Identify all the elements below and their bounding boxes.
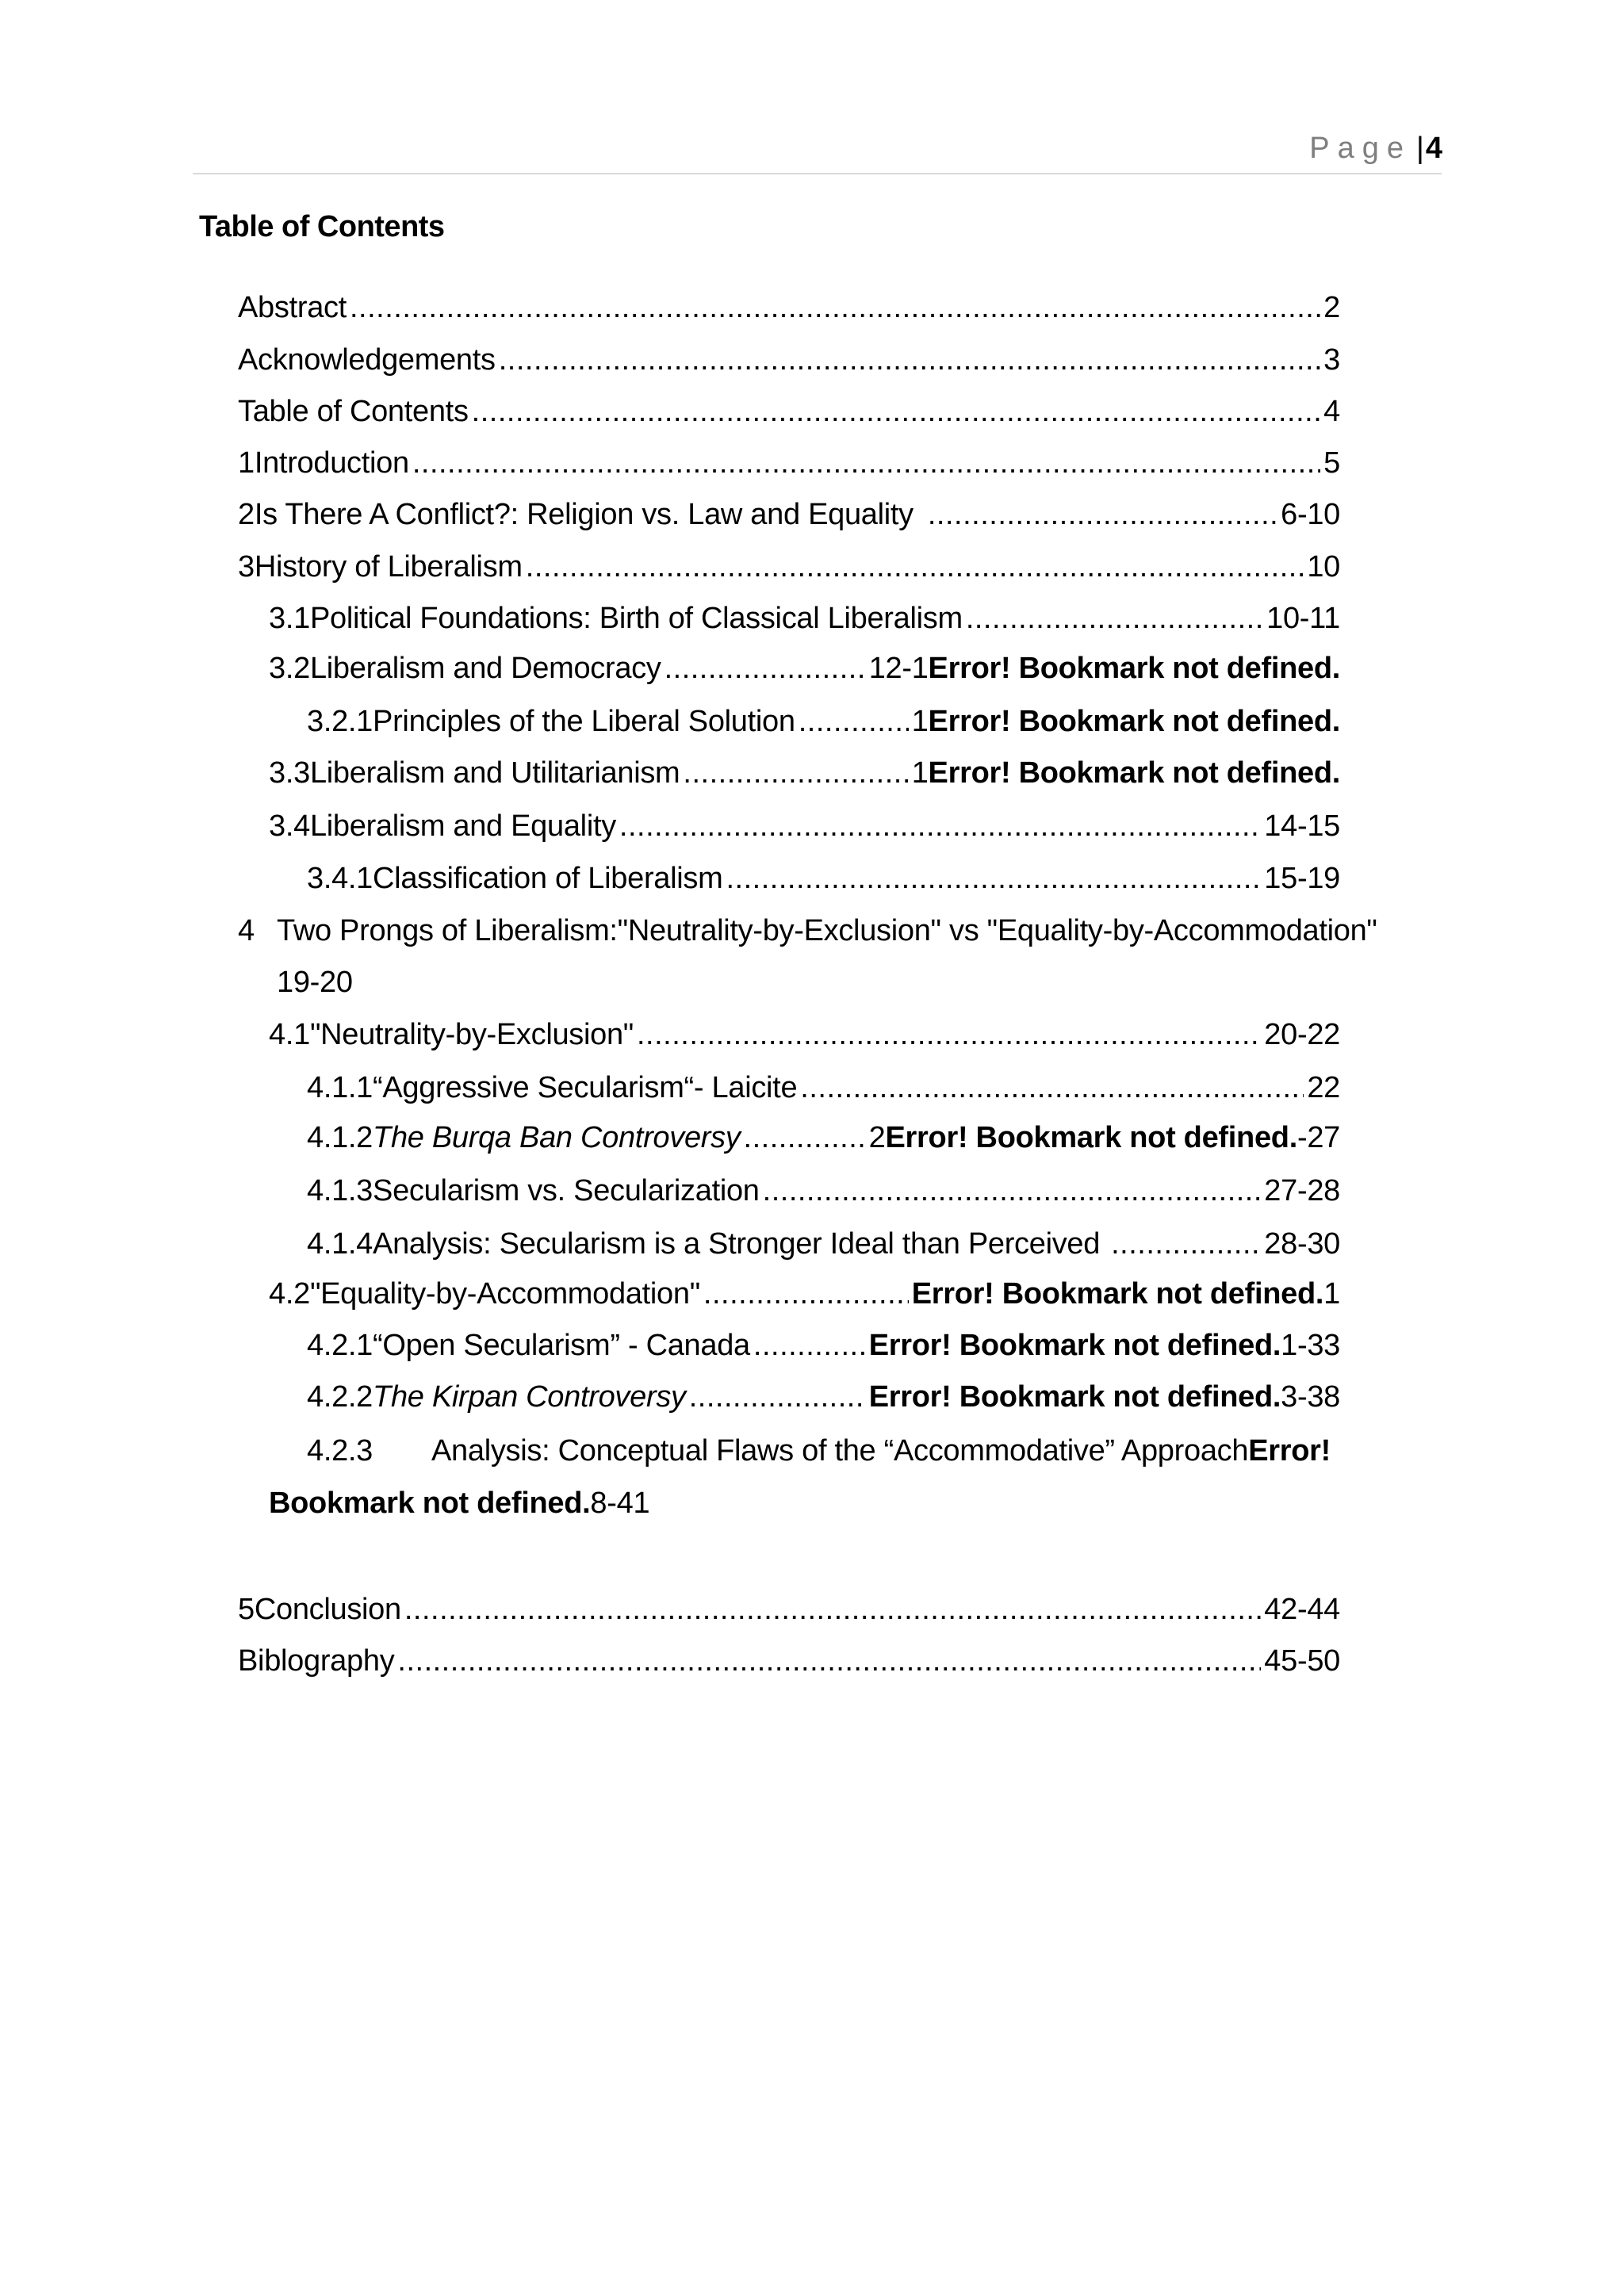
- toc-entry-number: 3.4.1: [307, 862, 373, 895]
- toc-entry-title: Is There A Conflict?: Religion vs. Law and Equality: [254, 498, 914, 531]
- bookmark-error: Error!: [1248, 1434, 1331, 1468]
- toc-entry[interactable]: [238, 342, 1340, 377]
- bookmark-error: Error! Bookmark not defined.: [928, 705, 1340, 738]
- toc-entry[interactable]: [269, 756, 1340, 790]
- toc-entry-title: Biblography: [238, 1644, 395, 1678]
- toc-entry[interactable]: [238, 290, 1340, 325]
- toc-entry-page: Error! Bookmark not defined.3-38: [868, 1380, 1340, 1414]
- toc-entry-title: Introduction: [254, 446, 409, 480]
- toc-leader: [928, 497, 1277, 532]
- bookmark-error: Bookmark not defined.: [269, 1487, 591, 1520]
- toc-entry-title: Liberalism and Utilitarianism: [309, 756, 680, 790]
- toc-entry-number: 4.2.2: [307, 1380, 373, 1414]
- toc-entry-page: 10-11: [1266, 602, 1340, 635]
- toc-entry-title: Principles of the Liberal Solution: [373, 705, 795, 738]
- bookmark-error: Error! Bookmark not defined.: [928, 652, 1340, 685]
- page-header: [1309, 132, 1442, 166]
- toc-entry-title: “Aggressive Secularism“- Laicite: [373, 1071, 798, 1104]
- toc-entry-number: 4.2: [269, 1277, 310, 1311]
- toc-entry-number: 3: [238, 550, 255, 584]
- toc-entry-title: Conclusion: [254, 1593, 401, 1626]
- toc-entry-title: "Neutrality-by-Exclusion": [309, 1018, 634, 1051]
- bookmark-error: Error! Bookmark not defined.: [911, 1277, 1324, 1311]
- toc-entry-page: 5: [1323, 446, 1340, 480]
- page-separator: |: [1415, 132, 1424, 165]
- toc-entry-title: Liberalism and Democracy: [309, 652, 661, 685]
- toc-entry-page: 42-44: [1264, 1593, 1340, 1626]
- toc-leader: [350, 290, 1320, 325]
- toc-entry[interactable]: [307, 1070, 1340, 1105]
- toc-leader: [966, 601, 1263, 636]
- toc-entry[interactable]: [307, 1173, 1340, 1208]
- toc-entry-title: History of Liberalism: [254, 550, 523, 584]
- toc-entry-page: 3: [1323, 343, 1340, 377]
- toc-entry-number: 2: [238, 498, 255, 531]
- toc-entry[interactable]: [238, 394, 1340, 429]
- toc-entry-title: Two Prongs of Liberalism:"Neutrality-by-Exclusion" vs "Equality-by-Accommodation": [277, 914, 1377, 947]
- toc-entry-title: Analysis: Conceptual Flaws of the “Accommodative” Approach: [431, 1434, 1249, 1468]
- toc-entry-page: 4: [1323, 395, 1340, 428]
- toc-entry-page: 8-41: [590, 1487, 650, 1520]
- toc-entry[interactable]: [238, 446, 1340, 480]
- page-label: Page: [1309, 132, 1411, 165]
- toc-entry-page: 22: [1307, 1071, 1340, 1104]
- toc-entry-page: 6-10: [1281, 498, 1340, 531]
- header-divider: [193, 173, 1442, 174]
- toc-leader: [753, 1328, 866, 1363]
- toc-entry[interactable]: [307, 1120, 1340, 1155]
- toc-entry-number: 3.1: [269, 602, 310, 635]
- toc-leader: [1111, 1226, 1261, 1261]
- toc-entry-title: "Equality-by-Accommodation": [309, 1277, 700, 1311]
- toc-entry-number: 3.4: [269, 809, 310, 843]
- toc-entry-page: 27-28: [1264, 1174, 1340, 1207]
- toc-entry-page: 15-19: [1264, 862, 1340, 895]
- toc-entry-page: Error! Bookmark not defined.1-33: [868, 1329, 1340, 1362]
- toc-entry-page: 28-30: [1264, 1227, 1340, 1261]
- toc-entry[interactable]: [238, 1644, 1340, 1678]
- toc-leader: [703, 1276, 909, 1311]
- toc-entry-title: Political Foundations: Birth of Classical Liberalism: [309, 602, 963, 635]
- toc-entry-number: 4: [238, 914, 255, 947]
- toc-leader: [800, 1070, 1304, 1105]
- toc-entry-number: 5: [238, 1593, 255, 1626]
- toc-leader: [397, 1644, 1261, 1678]
- toc-entry[interactable]: [307, 1380, 1340, 1414]
- toc-entry-page: Error! Bookmark not defined.1: [911, 1277, 1340, 1311]
- toc-entry-number: 4.2.3: [307, 1434, 373, 1468]
- toc-entry[interactable]: [238, 913, 1377, 948]
- toc-entry[interactable]: [269, 651, 1340, 686]
- toc-leader: [526, 549, 1304, 584]
- toc-entry-page: 1Error! Bookmark not defined.: [911, 756, 1340, 790]
- toc-entry-page: 2Error! Bookmark not defined.-27: [868, 1121, 1340, 1154]
- toc-entry-continuation: [269, 1486, 649, 1521]
- toc-entry[interactable]: [307, 1226, 1340, 1261]
- toc-entry-page: 19-20: [277, 966, 353, 999]
- toc-entry-page: 12-1Error! Bookmark not defined.: [868, 652, 1340, 685]
- toc-entry-title: Analysis: Secularism is a Stronger Ideal than Perceived: [373, 1227, 1101, 1261]
- toc-entry-number: 4.1.1: [307, 1071, 373, 1104]
- toc-leader: [744, 1120, 866, 1155]
- toc-entry-page: 45-50: [1264, 1644, 1340, 1678]
- toc-leader: [683, 756, 908, 790]
- toc-entry[interactable]: [238, 1592, 1340, 1627]
- toc-leader: [499, 342, 1320, 377]
- toc-entry-page: 2: [1323, 291, 1340, 324]
- toc-entry-title: Secularism vs. Secularization: [373, 1174, 760, 1207]
- toc-leader: [763, 1173, 1262, 1208]
- toc-entry[interactable]: [269, 601, 1340, 636]
- toc-entry-number: 4.1.3: [307, 1174, 373, 1207]
- bookmark-error: Error! Bookmark not defined.: [868, 1380, 1281, 1414]
- toc-heading: Table of Contents: [199, 210, 445, 243]
- toc-entry[interactable]: [238, 549, 1340, 584]
- toc-leader: [619, 809, 1261, 844]
- toc-entry-title: Table of Contents: [238, 395, 469, 428]
- toc-entry-title: Classification of Liberalism: [373, 862, 723, 895]
- toc-entry-number: 3.2: [269, 652, 310, 685]
- toc-entry[interactable]: [307, 1328, 1340, 1363]
- bookmark-error: Error! Bookmark not defined.: [928, 756, 1340, 790]
- toc-leader: [404, 1592, 1261, 1627]
- toc-entry-title: Abstract: [238, 291, 347, 324]
- toc-leader: [472, 394, 1321, 429]
- toc-entry-number: 4.2.1: [307, 1329, 373, 1362]
- toc-entry-title: The Burqa Ban Controversy: [373, 1121, 741, 1154]
- toc-entry[interactable]: [269, 1017, 1340, 1052]
- toc-entry-page: 14-15: [1264, 809, 1340, 843]
- toc-entry-page: 10: [1307, 550, 1340, 584]
- toc-entry[interactable]: [307, 1433, 1331, 1468]
- toc-entry-page: 20-22: [1264, 1018, 1340, 1051]
- toc-leader: [799, 704, 909, 739]
- toc-entry[interactable]: [307, 861, 1340, 896]
- toc-entry[interactable]: [269, 809, 1340, 844]
- toc-entry-title: Liberalism and Equality: [309, 809, 616, 843]
- toc-entry-number: 3.3: [269, 756, 310, 790]
- toc-entry-continuation: [277, 965, 353, 1000]
- toc-entry[interactable]: [238, 497, 1340, 532]
- toc-entry[interactable]: [307, 704, 1340, 739]
- page-number: 4: [1425, 132, 1442, 165]
- toc-leader: [412, 446, 1320, 480]
- toc-entry-number: 4.1.4: [307, 1227, 373, 1261]
- toc-leader: [637, 1017, 1261, 1052]
- toc-entry-number: 4.1.2: [307, 1121, 373, 1154]
- toc-entry-number: 1: [238, 446, 255, 480]
- toc-leader: [689, 1380, 866, 1414]
- toc-entry-title: Acknowledgements: [238, 343, 496, 377]
- toc-entry[interactable]: [269, 1276, 1340, 1311]
- bookmark-error: Error! Bookmark not defined.: [868, 1329, 1281, 1362]
- toc-entry-title: The Kirpan Controversy: [373, 1380, 686, 1414]
- toc-entry-number: 3.2.1: [307, 705, 373, 738]
- toc-leader: [726, 861, 1261, 896]
- toc-entry-number: 4.1: [269, 1018, 310, 1051]
- bookmark-error: Error! Bookmark not defined.: [885, 1121, 1297, 1154]
- toc-entry-title: “Open Secularism” - Canada: [373, 1329, 750, 1362]
- toc-leader: [665, 651, 866, 686]
- toc-entry-page: 1Error! Bookmark not defined.: [911, 705, 1340, 738]
